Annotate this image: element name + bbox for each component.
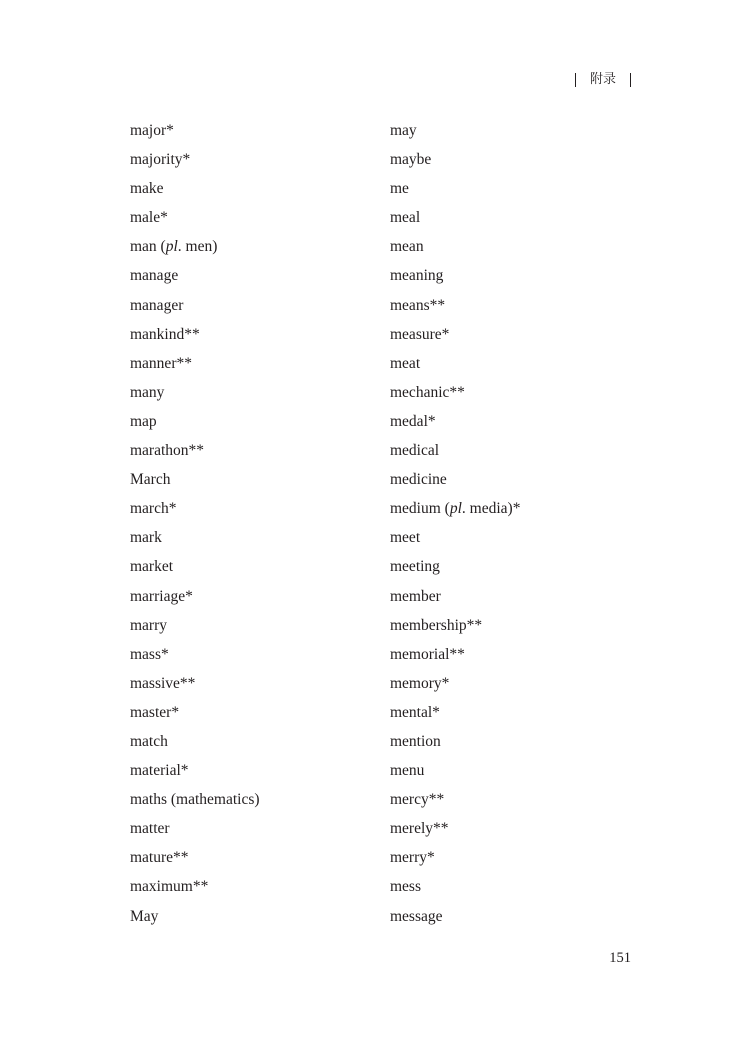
word-entry [390,587,520,616]
word-text: me [390,180,409,198]
word-entry [390,121,520,150]
word-text: mark [130,529,162,547]
word-text: May [130,907,159,925]
word-entry [130,645,260,674]
word-text: marry [130,616,168,634]
word-entry [130,179,260,208]
word-text: maths (mathematics) [130,791,260,809]
word-entry [390,761,520,790]
word-text: meaning [390,267,444,285]
word-text: mankind** [130,325,200,343]
word-text: may [390,122,417,139]
word-entry [130,528,260,557]
word-text: master* [130,703,180,721]
word-text: mean [390,238,424,256]
word-text: manner** [130,354,192,372]
word-text: major* [130,122,174,139]
word-text: menu [390,762,425,780]
word-entry [130,325,260,354]
word-entry [390,703,520,732]
word-text: male* [130,209,168,227]
word-entry [130,383,260,412]
word-text: meat [390,354,421,372]
word-text: market [130,558,174,576]
word-text: mercy** [390,791,445,809]
word-entry [390,877,520,906]
word-text: member [390,587,441,605]
word-text: measure* [390,325,450,343]
word-entry [390,412,520,441]
word-entry [390,383,520,412]
word-entry [130,499,260,528]
word-entry [390,674,520,703]
word-text: marathon** [130,442,205,460]
word-text: maximum** [130,878,209,896]
word-list-right-column [390,121,520,936]
word-text: mature** [130,849,189,867]
plural-abbreviation: pl [449,500,462,518]
word-text: many [130,383,165,401]
word-text: matter [130,820,170,838]
word-text: means** [390,296,446,314]
word-text: March [130,471,171,489]
word-text: medium ( [390,500,450,518]
word-text: medical [390,442,440,460]
section-title: 附录 [589,72,616,87]
word-entry [130,674,260,703]
word-entry [390,237,520,266]
header-divider-right [630,73,631,87]
word-entry [130,266,260,295]
word-entry [390,179,520,208]
word-entry [130,150,260,179]
word-entry [130,587,260,616]
word-text: maybe [390,151,432,169]
word-entry [390,266,520,295]
word-entry [130,296,260,325]
word-text: mess [390,878,421,896]
word-text: mass* [130,645,169,663]
word-entry [130,907,260,936]
word-entry [130,732,260,761]
word-text: meet [390,529,421,547]
word-text: manager [130,296,184,314]
word-text: manage [130,267,179,285]
word-entry [390,557,520,586]
word-entry [390,325,520,354]
word-entry [390,616,520,645]
word-text: merry* [390,849,435,867]
word-text: memory* [390,674,450,692]
word-entry [130,616,260,645]
word-text: material* [130,762,189,780]
word-text: match [130,732,168,750]
word-text: medicine [390,471,447,489]
word-text: massive** [130,674,196,692]
word-text: message [390,907,443,925]
word-text: map [130,412,157,430]
word-text: mechanic** [390,383,465,401]
word-entry [130,121,260,150]
word-text: march* [130,500,177,518]
word-entry [390,790,520,819]
word-entry [130,208,260,237]
word-entry [390,499,520,528]
word-entry [390,470,520,499]
word-entry [390,732,520,761]
word-entry [390,848,520,877]
word-entry [130,412,260,441]
word-entry [130,761,260,790]
plural-abbreviation: pl [165,238,178,256]
word-entry [390,296,520,325]
word-entry [390,819,520,848]
word-text: membership** [390,616,483,634]
word-text-suffix: . men) [177,238,218,256]
word-text: make [130,180,164,198]
running-header [575,70,631,90]
word-entry [390,354,520,383]
word-entry [130,470,260,499]
word-entry [390,645,520,674]
word-entry [390,150,520,179]
word-entry [390,907,520,936]
word-text: man ( [130,238,166,256]
word-entry [130,790,260,819]
word-entry [390,208,520,237]
word-entry [130,848,260,877]
word-text: marriage* [130,587,193,605]
word-entry [130,877,260,906]
word-entry [390,528,520,557]
word-text: medal* [390,412,436,430]
page-number: 151 [609,950,631,966]
word-text: mention [390,732,441,750]
word-text: majority* [130,151,191,169]
word-text: memorial** [390,645,465,663]
header-divider-left [575,73,576,87]
word-text: mental* [390,703,440,721]
word-entry [390,441,520,470]
word-entry [130,703,260,732]
word-text: meeting [390,558,440,576]
word-list-left-column [130,121,260,936]
word-text: meal [390,209,421,227]
word-text: merely** [390,820,449,838]
word-entry [130,441,260,470]
word-text-suffix: . media)* [461,500,521,518]
word-entry [130,819,260,848]
word-entry [130,557,260,586]
word-entry [130,237,260,266]
word-entry [130,354,260,383]
